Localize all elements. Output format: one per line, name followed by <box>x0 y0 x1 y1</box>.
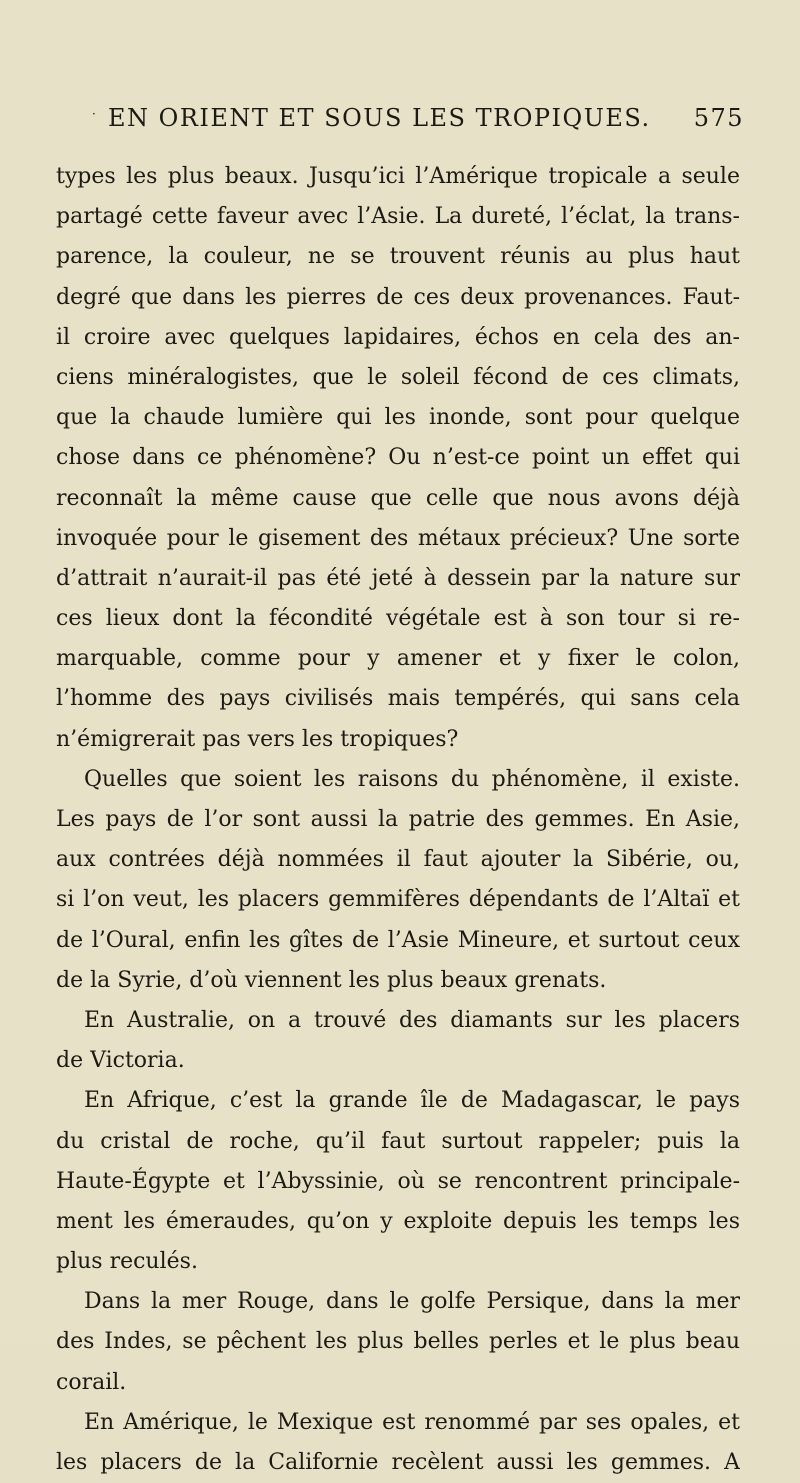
page-number: 575 <box>693 104 744 132</box>
text-line: ment les émeraudes, qu’on y exploite depuis les temps les <box>56 1208 740 1234</box>
text-line: des Indes, se pêchent les plus belles perles et le plus beau <box>56 1329 740 1355</box>
text-line: de la Syrie, d’où viennent les plus beaux grenats. <box>56 967 607 993</box>
text-line: plus reculés. <box>56 1249 198 1275</box>
text-line: du cristal de roche, qu’il faut surtout rappeler; puis la <box>56 1128 740 1154</box>
text-line: Les pays de l’or sont aussi la patrie des gemmes. En Asie, <box>56 807 740 832</box>
text-line: invoquée pour le gisement des métaux précieux? Une sorte <box>56 525 740 551</box>
text-line: chose dans ce phénomène? Ou n’est-ce point un effet qui <box>56 445 740 471</box>
text-line: reconnaît la même cause que celle que nous avons déjà <box>56 485 740 511</box>
text-line: l’homme des pays civilisés mais tempérés, qui sans cela <box>56 686 740 712</box>
running-title: EN ORIENT ET SOUS LES TROPIQUES. <box>108 104 651 132</box>
text-line: n’émigrerait pas vers les tropiques? <box>56 726 459 752</box>
text-line: corail. <box>56 1369 127 1395</box>
text-line: les placers de la Californie recèlent aussi les gemmes. A <box>56 1450 740 1475</box>
text-line: de l’Oural, enfin les gîtes de l’Asie Mineure, et surtout ceux <box>56 927 740 953</box>
text-line: En Afrique, c’est la grande île de Madagascar, le pays <box>84 1088 740 1114</box>
text-line: Quelles que soient les raisons du phénomène, il existe. <box>84 766 740 792</box>
text-line: Dans la mer Rouge, dans le golfe Persique, dans la mer <box>84 1289 740 1315</box>
text-line: marquable, comme pour y amener et y fixer le colon, <box>56 646 740 672</box>
text-line: d’attrait n’aurait-il pas été jeté à dessein par la nature sur <box>56 565 740 591</box>
text-line: Haute-Égypte et l’Abyssinie, où se rencontrent principale- <box>56 1168 740 1194</box>
text-line: que la chaude lumière qui les inonde, sont pour quelque <box>56 405 740 431</box>
print-dot: · <box>92 107 98 121</box>
text-line: partagé cette faveur avec l’Asie. La dureté, l’éclat, la trans- <box>56 204 740 230</box>
text-line: degré que dans les pierres de ces deux provenances. Faut- <box>56 284 740 310</box>
text-line: aux contrées déjà nommées il faut ajouter la Sibérie, ou, <box>56 847 740 873</box>
text-line: En Australie, on a trouvé des diamants sur les placers <box>84 1007 740 1033</box>
text-line: parence, la couleur, ne se trouvent réunis au plus haut <box>56 244 740 270</box>
text-line: il croire avec quelques lapidaires, échos en cela des an- <box>56 324 740 350</box>
text-line: si l’on veut, les placers gemmifères dépendants de l’Altaï et <box>56 887 740 913</box>
text-line: En Amérique, le Mexique est renommé par ses opales, et <box>84 1409 740 1435</box>
text-line: ces lieux dont la fécondité végétale est à son tour si re- <box>56 606 740 632</box>
text-line: ciens minéralogistes, que le soleil fécond de ces climats, <box>56 364 740 390</box>
running-head <box>92 104 744 136</box>
body-text <box>56 157 740 1483</box>
text-line: de Victoria. <box>56 1048 185 1074</box>
text-line: types les plus beaux. Jusqu’ici l’Amérique tropicale a seule <box>56 164 740 189</box>
